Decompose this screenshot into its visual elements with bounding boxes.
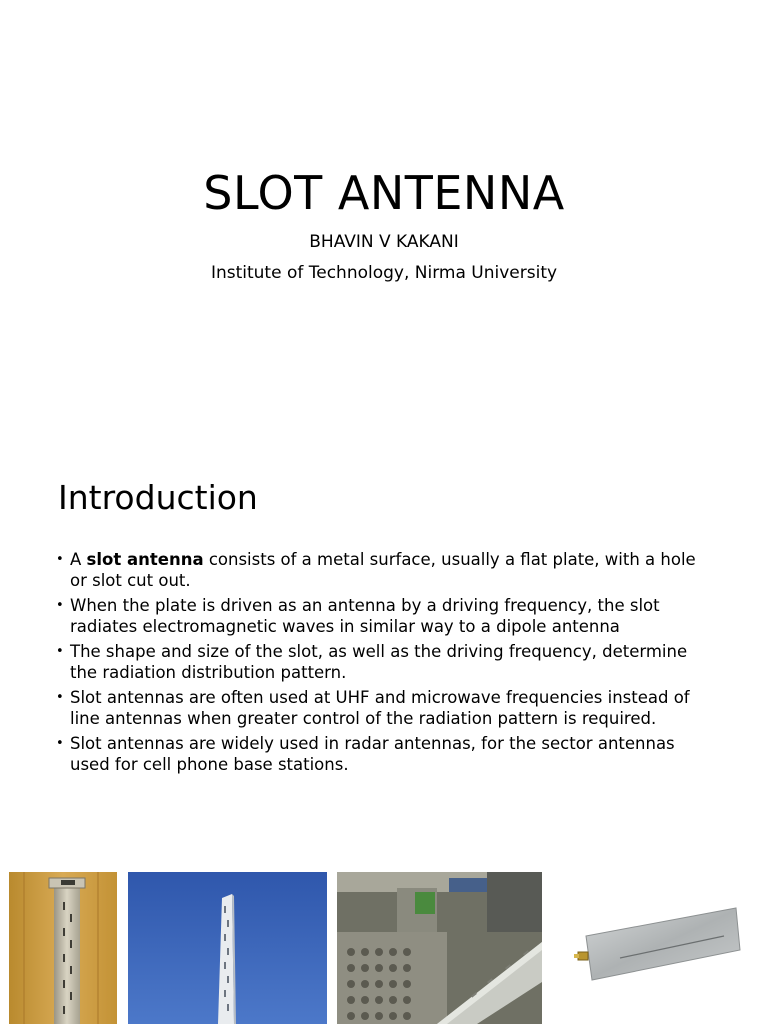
bullet-text: Slot antennas are often used at UHF and microwave frequencies instead of line antennas when greater control of the radiation pattern is required. (70, 688, 690, 728)
title-slide (0, 0, 768, 420)
bullet-text: The shape and size of the slot, as well as the driving frequency, determine the radiation distribution pattern. (70, 642, 688, 682)
bullet-item (56, 688, 716, 729)
workshop-waveguide-photo (337, 872, 542, 1024)
introduction-slide (0, 460, 768, 1024)
bullet-item (56, 596, 716, 637)
bullet-text-post: consists of a metal surface, usually a flat plate, with a hole or slot cut out. (70, 550, 696, 590)
photo-strip (0, 872, 768, 1024)
bullet-list (56, 550, 716, 780)
bullet-item (56, 642, 716, 683)
bullet-icon: • (56, 644, 64, 659)
bullet-text-bold: slot antenna (86, 550, 204, 569)
plate-antenna-photo (574, 902, 742, 988)
slide-title: SLOT ANTENNA (203, 166, 565, 220)
bullet-text-pre: A (70, 550, 87, 569)
slide-heading: Introduction (58, 478, 258, 517)
bullet-icon: • (56, 690, 64, 705)
bullet-item (56, 550, 716, 591)
bullet-icon: • (56, 552, 64, 567)
bullet-icon: • (56, 736, 64, 751)
bullet-item (56, 734, 716, 775)
bullet-icon: • (56, 598, 64, 613)
author-name: BHAVIN V KAKANI (309, 232, 459, 252)
institute-name: Institute of Technology, Nirma University (210, 263, 558, 283)
waveguide-photo (9, 872, 117, 1024)
mast-antenna-photo (128, 872, 327, 1024)
bullet-text: Slot antennas are widely used in radar antennas, for the sector antennas used for cell phone base stations. (70, 734, 675, 774)
bullet-text: When the plate is driven as an antenna by a driving frequency, the slot radiates electromagnetic waves in similar way to a dipole antenna (70, 596, 660, 636)
